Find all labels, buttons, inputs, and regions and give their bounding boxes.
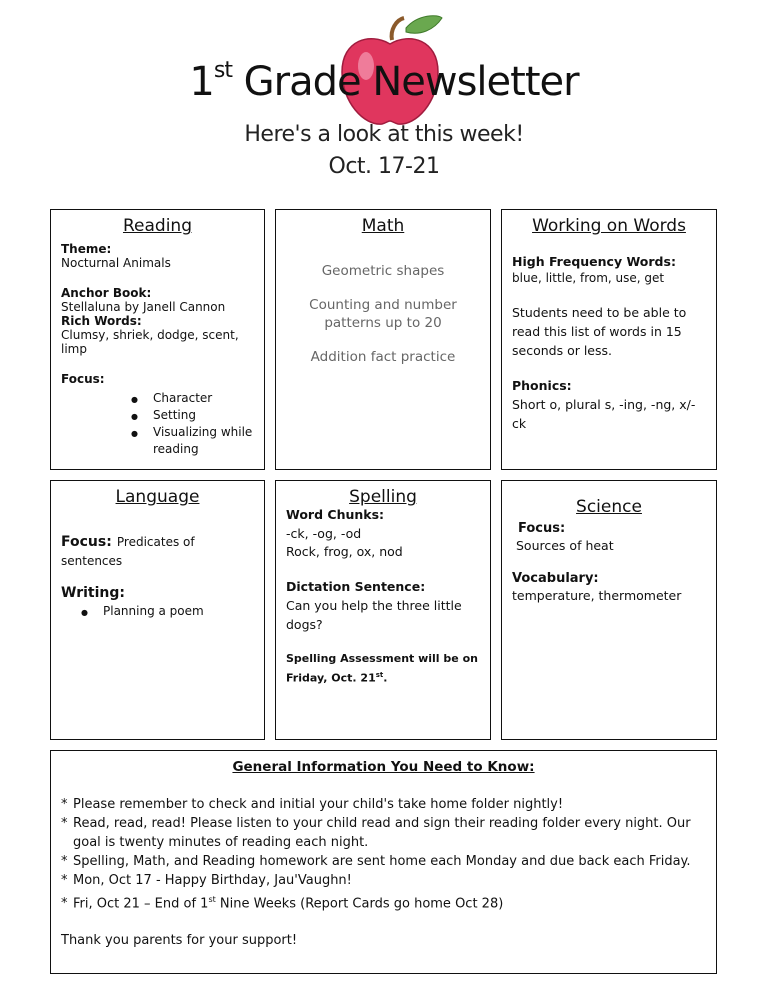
dictation-value: Can you help the three little dogs? <box>286 598 462 632</box>
closing-note: Thank you parents for your support! <box>61 933 298 949</box>
hfw-value: blue, little, from, use, get <box>512 271 665 285</box>
working-on-words-heading: Working on Words <box>532 216 686 236</box>
spelling-assessment: Spelling Assessment will be on Friday, Oct. 21st. <box>286 652 478 685</box>
phonics-value: Short o, plural s, -ing, -ng, x/-ck <box>512 397 696 431</box>
reading-heading: Reading <box>122 216 192 236</box>
science-focus-value: Sources of heat <box>516 538 614 553</box>
word-chunks-label: Word Chunks: <box>286 507 385 522</box>
math-heading: Math <box>361 216 405 236</box>
working-on-words-box <box>501 209 717 470</box>
newsletter-subtitle: Here's a look at this week! <box>244 122 524 147</box>
general-info-list <box>61 795 706 913</box>
word-chunks-value: -ck, -og, -od <box>286 526 362 541</box>
list-item: * Spelling, Math, and Reading homework are sent home each Monday and due back each Friday. <box>61 854 691 869</box>
language-focus-label: Focus: <box>61 534 112 550</box>
list-item: * Mon, Oct 17 - Happy Birthday, Jau'Vaughn! <box>61 873 352 888</box>
newsletter-dates: Oct. 17-21 <box>328 154 440 179</box>
newsletter-title: 1st Grade Newsletter <box>189 58 579 105</box>
rich-words-label: Rich Words: <box>61 314 142 328</box>
language-heading: Language <box>115 487 200 507</box>
math-item: Counting and number patterns up to 20 <box>309 297 457 331</box>
vocabulary-value: temperature, thermometer <box>512 588 682 603</box>
writing-list <box>81 603 254 620</box>
dictation-label: Dictation Sentence: <box>286 579 426 594</box>
anchor-book-value: Stellaluna by Janell Cannon <box>61 300 226 314</box>
math-item: Geometric shapes <box>321 263 445 279</box>
list-item: * Fri, Oct 21 – End of 1st Nine Weeks (Report Cards go home Oct 28) <box>61 895 504 912</box>
math-box <box>275 209 491 470</box>
reading-focus-list <box>131 390 254 458</box>
writing-label: Writing: <box>61 585 125 601</box>
language-focus <box>61 531 254 569</box>
list-item-continuation: goal is twenty minutes of reading each night. <box>73 835 369 850</box>
list-item: ● Planning a poem <box>81 603 254 620</box>
spelling-heading: Spelling <box>349 487 417 507</box>
spelling-box <box>275 480 491 740</box>
phonics-label: Phonics: <box>512 378 572 393</box>
general-info-heading: General Information You Need to Know: <box>232 759 535 775</box>
theme-value: Nocturnal Animals <box>61 256 171 270</box>
list-item: * Please remember to check and initial your child's take home folder nightly! <box>61 797 564 812</box>
spelling-words: Rock, frog, ox, nod <box>286 544 403 559</box>
reading-box <box>50 209 265 470</box>
list-item: ● Visualizing while reading <box>131 424 254 458</box>
language-focus-value: Predicates of sentences <box>61 535 195 568</box>
vocabulary-label: Vocabulary: <box>512 571 599 586</box>
list-item: ● Character <box>131 390 254 407</box>
math-item: Addition fact practice <box>310 349 456 365</box>
science-box <box>501 480 717 740</box>
theme-label: Theme: <box>61 242 112 256</box>
list-item: * Read, read, read! Please listen to your child read and sign their reading folder every night. Our <box>61 816 691 831</box>
list-item: ● Setting <box>131 407 254 424</box>
words-note: Students need to be able to read this list of words in 15 seconds or less. <box>512 305 687 358</box>
general-info-box <box>50 750 717 974</box>
science-focus-label: Focus: <box>518 521 566 536</box>
rich-words-value: Clumsy, shriek, dodge, scent, limp <box>61 328 239 356</box>
science-heading: Science <box>576 497 642 517</box>
anchor-book-label: Anchor Book: <box>61 286 152 300</box>
hfw-label: High Frequency Words: <box>512 254 676 269</box>
focus-label: Focus: <box>61 372 105 386</box>
language-box <box>50 480 265 740</box>
